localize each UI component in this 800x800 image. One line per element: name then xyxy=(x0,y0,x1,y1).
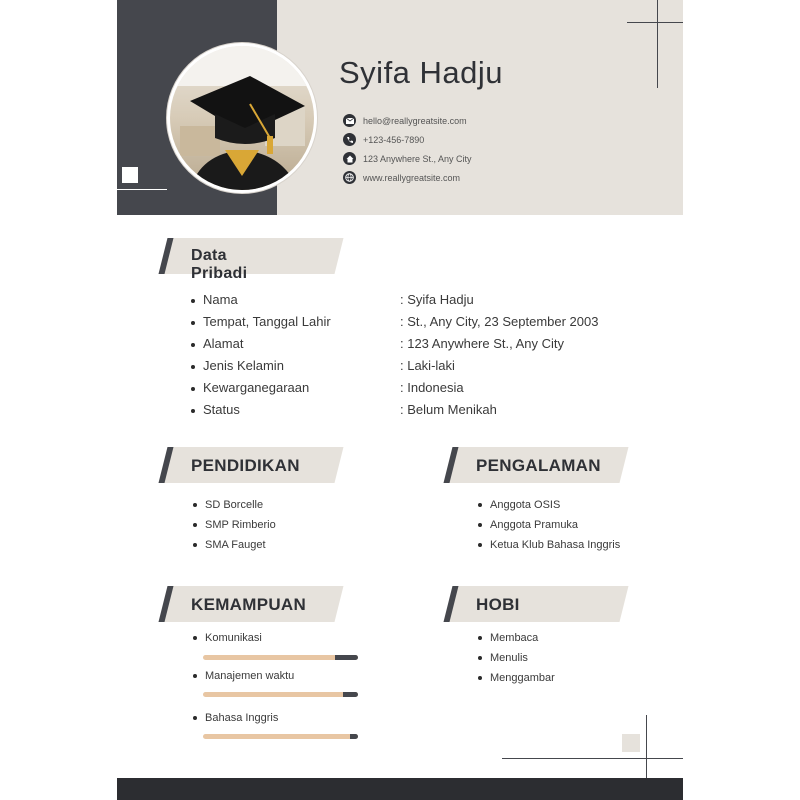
contact-text: 123 Anywhere St., Any City xyxy=(363,153,472,164)
list-item: Membaca xyxy=(478,632,538,644)
personal-data-label: Tempat, Tanggal Lahir xyxy=(191,314,331,329)
resume-page xyxy=(117,0,683,800)
section-title: PENGALAMAN xyxy=(476,456,601,475)
contact-website[interactable] xyxy=(343,171,460,184)
personal-data-value: : Syifa Hadju xyxy=(400,292,474,307)
contact-text: hello@reallygreatsite.com xyxy=(363,115,467,126)
list-item: Menggambar xyxy=(478,672,555,684)
list-item: Ketua Klub Bahasa Inggris xyxy=(478,539,620,551)
skill-label: Bahasa Inggris xyxy=(193,712,278,724)
skill-label: Komunikasi xyxy=(193,632,262,644)
contact-email[interactable] xyxy=(343,114,467,127)
personal-data-value: : 123 Anywhere St., Any City xyxy=(400,336,565,351)
contact-text: www.reallygreatsite.com xyxy=(363,172,461,183)
header-beige-panel xyxy=(277,0,683,215)
list-item: SMP Rimberio xyxy=(193,519,276,531)
graduation-cap-image xyxy=(170,46,314,190)
contact-address xyxy=(343,152,472,165)
skill-bar xyxy=(203,655,358,660)
list-item: SMA Fauget xyxy=(193,539,266,551)
skill-label: Manajemen waktu xyxy=(193,670,294,682)
section-title: KEMAMPUAN xyxy=(191,595,307,614)
decor-line xyxy=(502,758,683,759)
globe-icon xyxy=(343,171,356,184)
personal-data-value: : Indonesia xyxy=(400,380,464,395)
envelope-icon xyxy=(343,114,356,127)
decor-line xyxy=(117,189,167,190)
decor-line xyxy=(657,0,658,88)
personal-data-label: Kewarganegaraan xyxy=(191,380,309,395)
contact-phone[interactable] xyxy=(343,133,424,146)
list-item: Anggota Pramuka xyxy=(478,519,578,531)
decor-square xyxy=(622,734,640,752)
home-icon xyxy=(343,152,356,165)
personal-data-label: Jenis Kelamin xyxy=(191,358,284,373)
decor-square xyxy=(122,167,138,183)
section-title: HOBI xyxy=(476,595,520,614)
contact-text: +123-456-7890 xyxy=(363,134,425,145)
personal-data-value: : St., Any City, 23 September 2003 xyxy=(400,314,599,329)
footer-bar xyxy=(117,778,683,800)
skill-bar xyxy=(203,734,358,739)
full-name: Syifa Hadju xyxy=(339,55,504,90)
list-item: SD Borcelle xyxy=(193,499,263,511)
personal-data-label: Status xyxy=(191,402,240,417)
list-item: Menulis xyxy=(478,652,528,664)
personal-data-label: Alamat xyxy=(191,336,243,351)
profile-photo xyxy=(167,43,317,193)
list-item: Anggota OSIS xyxy=(478,499,560,511)
personal-data-value: : Laki-laki xyxy=(400,358,455,373)
personal-data-value: : Belum Menikah xyxy=(400,402,497,417)
decor-line xyxy=(627,22,683,23)
decor-line xyxy=(646,715,647,778)
phone-icon xyxy=(343,133,356,146)
section-title: Data Pribadi xyxy=(191,247,248,282)
section-title: PENDIDIKAN xyxy=(191,456,300,475)
skill-bar xyxy=(203,692,358,697)
personal-data-label: Nama xyxy=(191,292,238,307)
